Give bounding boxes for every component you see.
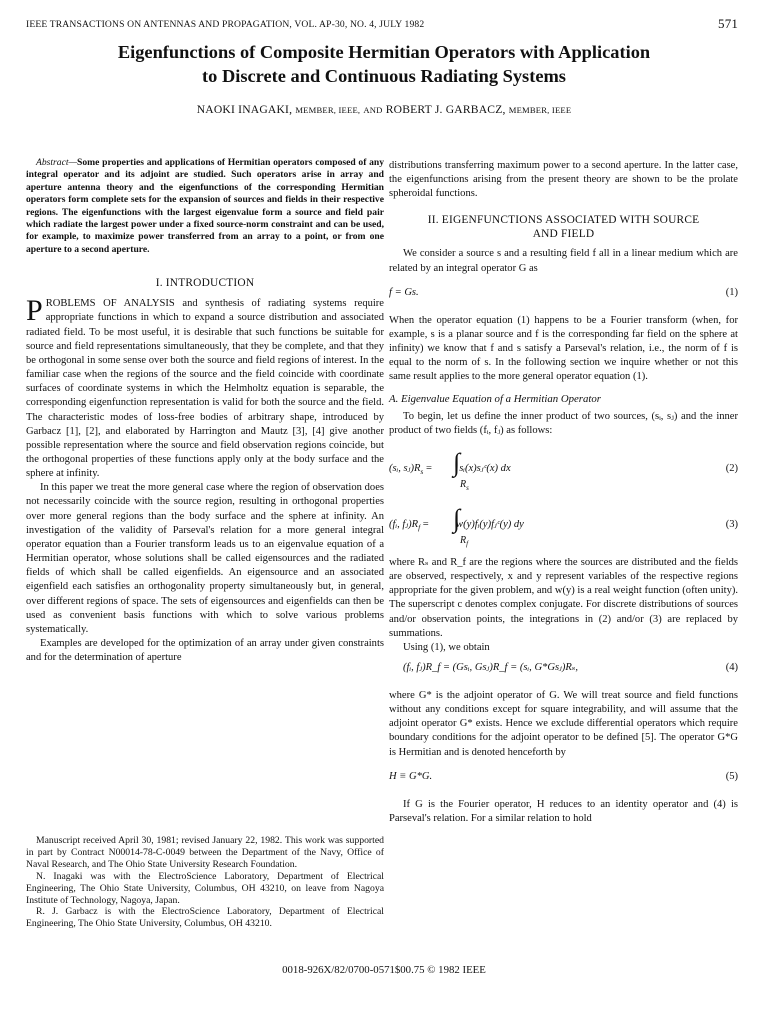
equation-4-number: (4) [725,661,738,673]
right-paragraph-5: Using (1), we obtain [403,641,490,653]
left-column [26,157,384,665]
member-2: MEMBER, IEEE [508,105,572,115]
running-head [26,16,738,32]
equation-2-equals: = [423,462,435,474]
equation-2-limit: $R_s$ [460,478,469,492]
abstract-lead: Abstract— [36,157,78,168]
intro-paragraph-2: In this paper we treat the more general case where the region of observation does not necessarily coincide with the source region, resulting in orthogonal properties over more general regions than the body surface and the sphere at infinity. An investigation of the validity of Parseval's relation for a more general integral operator equation than a Fourier transform leads us to an eigenvalue equation of a Hermitian operator, whose solutions shall be called eigensources and the radiated fields of which shall be called eigenfields. An eigensource and an associated eigenfield each satisfies an orthogonality property simultaneously but, in general, over different regions of space. The sets of eigensources and eigenfields can then be used as convenient basis functions with which to solve various problems systematically. [26,482,384,635]
equation-3-rhs: w(y)fᵢ(y)fⱼᶜ(y) dy [456,518,524,530]
integral-sign-icon: ∫ [453,503,461,533]
right-paragraph-1: We consider a source s and a resulting field f all in a linear medium which are related by an integral operator G as [389,248,738,274]
drop-cap: P [26,294,43,328]
copyright-footer: 0018-926X/82/0700-0571$00.75 © 1982 IEEE [282,964,486,976]
footnote-inagaki: N. Inagaki was with the ElectroScience Laboratory, Department of Electrical Engineering, The Ohio State University, Columbus, OH 43210, on leave from Nagoya Institute of Technology, Nagoya, Japan. [26,870,384,906]
equation-1-number: (1) [725,286,738,298]
title-line-1: Eigenfunctions of Composite Hermitian Operators with Application [117,42,651,62]
right-paragraph-0: distributions transferring maximum power to a second aperture. In the latter case, the eigenfunctions arising from the present theory are shown to be the prolate spheroidal functions. [389,160,738,200]
footnote-manuscript: Manuscript received April 30, 1981; revised January 22, 1982. This work was supported in part by Contract N00014-78-C-0049 between the Department of the Navy, Office of Naval Research, and The Ohio State University Research Foundation. [26,835,384,870]
right-paragraph-2: When the operator equation (1) happens to be a Fourier transform (when, for example, s is a planar source and f is the corresponding far field on the sphere at infinity) we know that f and s satisfy a Parseval's relation, i.e., the norm of f is equal to the norm of s. In the following section we inquire whether or not this same result applies to the more general operator equation (1). [389,314,738,383]
equation-3-number: (3) [725,518,738,530]
equation-3 [389,503,738,548]
equation-3-lhs-sub: f [418,522,421,532]
right-paragraph-4: where Rₛ and R_f are the regions where the sources are distributed and the fields are observed, respectively, x and y represent variables of the respective regions appropriate for the given problem, and w(y) is a real weight function (often unity). The superscript c denotes complex conjugate. For discrete distributions of sources and/or observation points, the integrations in (2) and/or (3) are replaced by summations. [389,556,738,639]
section-1-heading: I. INTRODUCTION [155,277,255,290]
equation-3-lhs: (fᵢ, fⱼ)R [389,518,419,530]
abstract [26,157,384,256]
equation-1-body: f = Gs. [389,286,419,298]
equation-5-number: (5) [725,770,738,782]
author-line [60,103,708,116]
right-paragraph-7: If G is the Fourier operator, H reduces to an identity operator and (4) is Parseval's relation. For a similar relation to hold [389,798,738,824]
subsection-a-heading: A. Eigenvalue Equation of a Hermitian Operator [389,392,602,405]
equation-2-body [389,462,511,479]
intro-paragraph-1 [26,294,384,481]
abstract-text: Some properties and applications of Hermitian operators composed of any integral operator and its adjoint are studied. Such operators arise in array and aperture antenna theory and the eigenfunctions of the corresponding Hermitian operators form complete sets for the expansion of sources and fields in their respective regions. The eigenfunctions with the largest eigenvalue form a source and field pair which radiate the largest power under a fixed source-norm constraint and can be used, for example, to maximize power transferred from an array to a point, or from one aperture to a second aperture. [26,157,384,255]
equation-4 [389,661,738,679]
equation-4-body: (fᵢ, fⱼ)R_f = (Gsᵢ, Gsⱼ)R_f = (sᵢ, G*Gsⱼ)Rₛ, [403,661,578,673]
journal-line: IEEE TRANSACTIONS ON ANTENNAS AND PROPAGATION, VOL. AP-30, NO. 4, JULY 1982 [26,19,425,30]
equation-2 [389,447,738,492]
right-paragraph-3: To begin, let us define the inner product of two sources, (sᵢ, sⱼ) and the inner product of two fields (fᵢ, fⱼ) as follows: [389,410,738,436]
title-line-2: to Discrete and Continuous Radiating Systems [202,66,566,86]
equation-3-equals: = [420,518,432,530]
footnotes [26,835,384,930]
equation-2-rhs: sᵢ(x)sⱼᶜ(x) dx [459,462,511,474]
author-1: NAOKI INAGAKI, [196,103,293,116]
member-1: MEMBER, IEEE, [295,105,361,115]
right-paragraph-6: where G* is the adjoint operator of G. We will treat source and field functions without any conditions except for square integrability, and will assume that the adjoint operator G* exists. Hence we exclude differential operators which require boundary conditions for the adjoint operator to be defined [5]. The operator G*G is Hermitian and is denoted henceforth by [389,689,738,758]
section-2-heading-line-1: II. EIGENFUNCTIONS ASSOCIATED WITH SOURCE [427,214,700,227]
intro-paragraph-1-text: ROBLEMS OF ANALYSIS and synthesis of radiating systems require appropriate functions in which to expand a source distribution and associated radiated field. To be most useful, it is desirable that such functions be suitable for source and field representations simultaneously, that they be complete, and that they be orthogonal in some sense over both the source and field regions of interest. In the familiar case when the regions of the source and the field coincide with coordinate surfaces of coordinate systems in which the Helmholtz equation is separable, the corresponding eigenfunction representation is valid for both the source and the field. The characteristic modes of loss-free bodies of arbitrary shape, introduced by Garbacz [1], [2], and elaborated by Harrington and Mautz [3], [4] give another possible representation where the source and field observation regions coincide, but the orthogonal properties of these functions apply only at the body surface and the sphere at infinity. [26,298,384,480]
integral-sign-icon: ∫ [453,447,461,477]
author-and: AND [363,105,383,115]
equation-5-body: H ≡ G*G. [389,770,433,782]
equation-2-lhs: (sᵢ, sⱼ)R [389,462,421,474]
intro-paragraph-3: Examples are developed for the optimization of an array under given constraints and for the determination of aperture [26,638,384,664]
section-2-heading-line-2: AND FIELD [532,228,595,241]
equation-3-limit: $R_f$ [460,534,469,548]
equation-5 [389,770,738,788]
equation-2-lhs-sub: s [420,466,424,476]
author-2: ROBERT J. GARBACZ, [385,103,506,116]
paper-title [60,40,708,88]
footnote-garbacz: R. J. Garbacz is with the ElectroScience Laboratory, Department of Electrical Engineering, The Ohio State University, Columbus, OH 43210. [26,906,384,930]
right-column [389,159,738,826]
section-2-heading [389,213,738,241]
equation-2-number: (2) [725,462,738,474]
page-number: 571 [718,16,738,31]
equation-1 [389,286,738,304]
